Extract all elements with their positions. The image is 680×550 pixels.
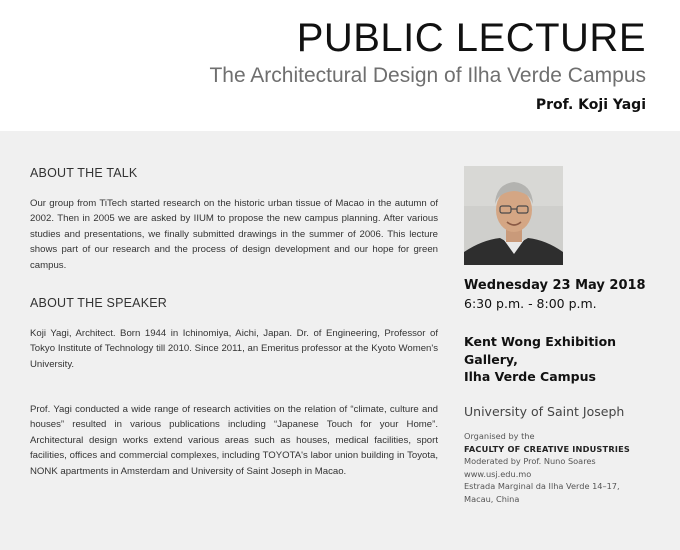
venue-line-2: Gallery,	[464, 351, 518, 367]
about-speaker-heading: ABOUT THE SPEAKER	[30, 296, 168, 310]
website-link[interactable]: www.usj.edu.mo	[464, 468, 532, 479]
speaker-research: Prof. Yagi conducted a wide range of research activities on the relation of “climate, culture and houses” resulted in various publications including “Japanese Touch for your Home”. Architectural design works extend various areas such as houses, medical facilities, sport facilities, offices and commercial complexes, including TOYOTA's labor union building in Toyota, NONK apartments in Amsterdam and University of Saint Joseph in Macao.	[30, 404, 438, 477]
faculty-name: FACULTY OF CREATIVE INDUSTRIES	[464, 443, 630, 454]
venue-line-1: Kent Wong Exhibition	[464, 334, 617, 349]
address-line-1: Estrada Marginal da Ilha Verde 14–17,	[464, 481, 620, 492]
event-venue	[464, 333, 616, 386]
speaker-photo	[464, 166, 563, 265]
organizer-info	[464, 430, 630, 506]
event-date: Wednesday 23 May 2018	[464, 278, 646, 293]
page-title: PUBLIC LECTURE	[296, 16, 646, 60]
university-name: University of Saint Joseph	[464, 404, 625, 419]
lecture-subtitle: The Architectural Design of Ilha Verde Campus	[209, 64, 646, 87]
address-line-2: Macau, China	[464, 493, 520, 504]
header	[0, 0, 680, 131]
lecturer-name: Prof. Koji Yagi	[535, 97, 646, 113]
venue-line-3: Ilha Verde Campus	[464, 369, 596, 384]
organised-by: Organised by the	[464, 431, 535, 441]
about-talk-body: Our group from TiTech started research on the historic urban tissue of Macao in the autumn of 2002. Then in 2005 we are asked by IIUM to propose the new campus planning. After various studies and presentations, we finally submitted drawings in the summer of 2006. This lecture shows part of our research and the process of design development and our hope for green campus.	[30, 198, 438, 271]
speaker-bio: Koji Yagi, Architect. Born 1944 in Ichinomiya, Aichi, Japan. Dr. of Engineering, Professor of Tokyo Institute of Technology till 2010. Since 2011, an Emeritus professor at the Kyoto Women's University.	[30, 328, 438, 370]
event-time: 6:30 p.m. - 8:00 p.m.	[464, 296, 597, 311]
about-talk-heading: ABOUT THE TALK	[30, 166, 138, 180]
moderator: Moderated by Prof. Nuno Soares	[464, 456, 596, 467]
